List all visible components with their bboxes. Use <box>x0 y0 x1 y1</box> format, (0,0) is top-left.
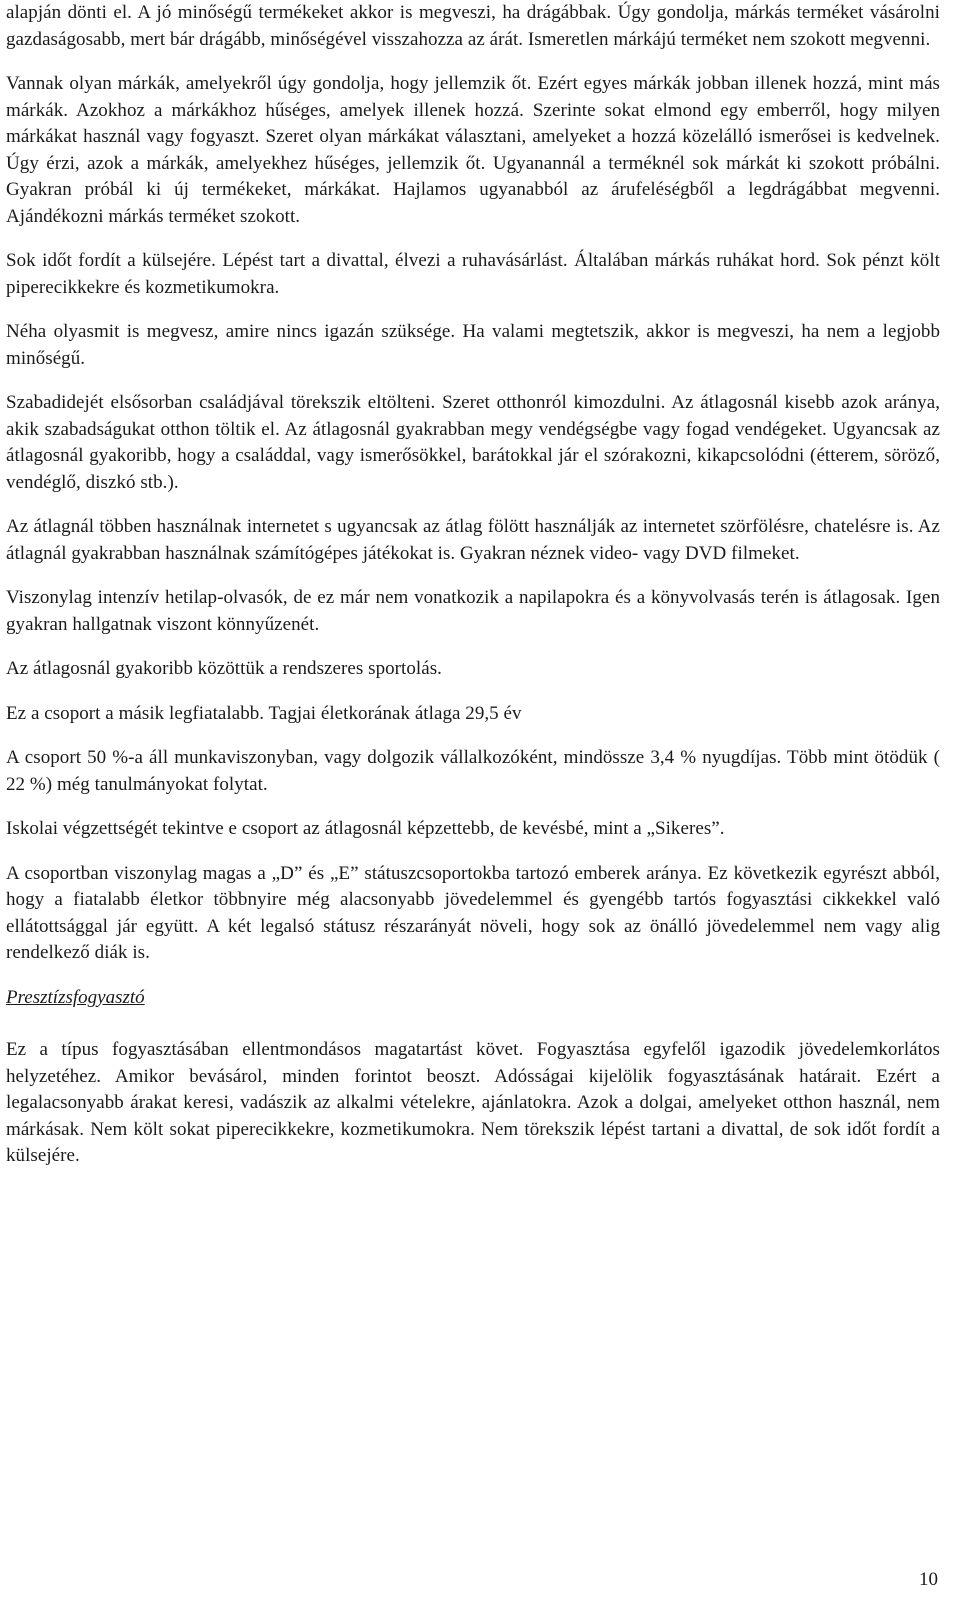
paragraph-age: Ez a csoport a másik legfiatalabb. Tagjai életkorának átlaga 29,5 év <box>6 702 522 724</box>
page-number: 10 <box>919 1569 938 1590</box>
paragraph-education: Iskolai végzettségét tekintve e csoport az átlagosnál képzettebb, de kevésbé, mint a „Sikeres”. <box>6 818 725 839</box>
paragraph-prestige-consumer: Ez a típus fogyasztásában ellentmondásos magatartást követ. Fogyasztása egyfelől igazodik jövedelemkorlátos helyzetéhez. Amikor bevásárol, minden forintot beoszt. Adósságai kijelölik fogyasztásának határait. Ezért a legalacsonyabb árakat keresi, vadászik az alkalmi vételekre, ajánlatokra. Azok a dolgai, amelyeket otthon használ, nem márkásak. Nem költ sokat piperecikkekre, kozmetikumokra. Nem törekszik lépést tartani a divattal, de sok időt fordít a külsejére. <box>6 1039 940 1166</box>
paragraph-leisure: Szabadidejét elsősorban családjával törekszik eltölteni. Szeret otthonról kimozdulni. Az átlagosnál kisebb azok aránya, akik szabadságukat otthon töltik el. Az átlagosnál gyakrabban megy vendégségbe vagy fogad vendégeket. Ugyancsak az átlagosnál gyakoribb, hogy a családdal, vagy ismerősökkel, barátokkal jár el szórakozni, kikapcsolódni (étterem, söröző, vendéglő, diszkó stb.). <box>6 392 940 493</box>
paragraph-brand-loyalty: Vannak olyan márkák, amelyekről úgy gondolja, hogy jellemzik őt. Ezért egyes márkák jobban illenek hozzá, mint más márkák. Azokhoz a márkákhoz hűséges, amelyek illenek hozzá. Szerinte sokat elmond egy emberről, hogy milyen márkákat használ vagy fogyaszt. Szeret olyan márkákat választani, amelyeket a hozzá közelálló ismerősei is kedvelnek. Úgy érzi, azok a márkák, amelyekhez hűséges, jellemzik őt. Ugyanannál a terméknél sok márkát ki szokott próbálni. Gyakran próbál ki új termékeket, márkákat. Hajlamos ugyanabból az árufeléségből a legdrágábbat megvenni. Ajándékozni márkás terméket szokott. <box>6 73 940 227</box>
paragraph-appearance: Sok időt fordít a külsejére. Lépést tart a divattal, élvezi a ruhavásárlást. Általában márkás ruhákat hord. Sok pénzt költ piperecikkekre és kozmetikumokra. <box>6 250 940 298</box>
paragraph-reading: Viszonylag intenzív hetilap-olvasók, de ez már nem vonatkozik a napilapokra és a könyvolvasás terén is átlagosak. Igen gyakran hallgatnak viszont könnyűzenét. <box>6 587 940 635</box>
paragraph-brand-quality: alapján dönti el. A jó minőségű termékeket akkor is megveszi, ha drágábbak. Úgy gondolja, márkás terméket vásárolni gazdaságosabb, mert bár drágább, minőségével visszahozza az árát. Ismeretlen márkájú terméket nem szokott megvenni. <box>6 2 940 50</box>
document-page <box>6 0 940 1170</box>
paragraph-sports: Az átlagosnál gyakoribb közöttük a rendszeres sportolás. <box>6 658 442 679</box>
paragraph-status-groups: A csoportban viszonylag magas a „D” és „E” státuszcsoportokba tartozó emberek aránya. Ez következik egyrészt abból, hogy a fiatalabb életkor többnyire még alacsonyabb jövedelemmel és gyengébb tartós fogyasztási cikkekkel való ellátottsággal jár együtt. A két legalsó státusz részarányát növeli, hogy sok az önálló jövedelemmel nem vagy alig rendelkező diák is. <box>6 862 940 963</box>
section-heading-presztizsfogyaszto: Presztízsfogyasztó <box>6 986 145 1008</box>
paragraph-impulse-buying: Néha olyasmit is megvesz, amire nincs igazán szüksége. Ha valami megtetszik, akkor is megveszi, ha nem a legjobb minőségű. <box>6 321 940 369</box>
paragraph-employment: A csoport 50 %-a áll munkaviszonyban, vagy dolgozik vállalkozóként, mindössze 3,4 % nyugdíjas. Több mint ötödük ( 22 %) még tanulmányokat folytat. <box>6 747 940 795</box>
paragraph-internet: Az átlagnál többen használnak internetet s ugyancsak az átlag fölött használják az internetet szörfölésre, chatelésre is. Az átlagnál gyakrabban használnak számítógépes játékokat is. Gyakran néznek video- vagy DVD filmeket. <box>6 516 940 564</box>
